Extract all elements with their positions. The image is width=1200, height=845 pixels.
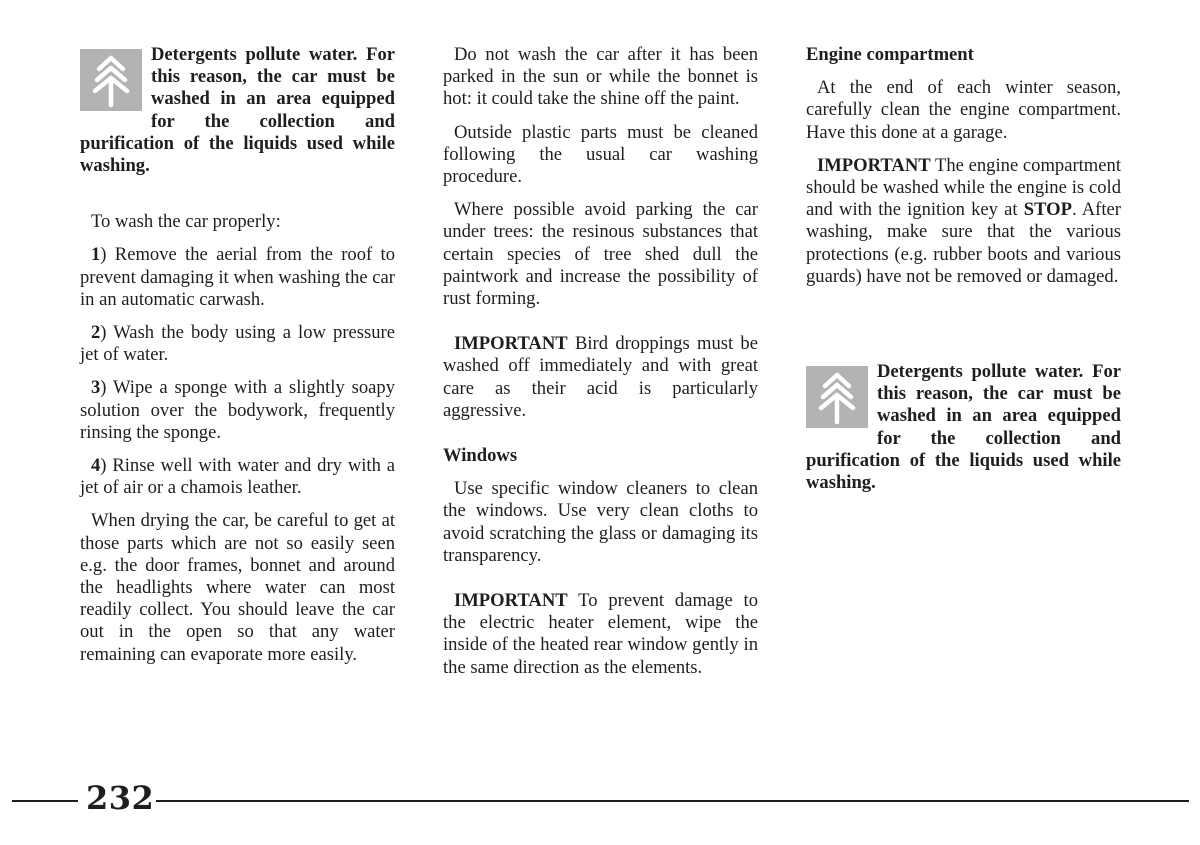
plastic-parts-paragraph: Outside plastic parts must be cleaned following the usual car washing procedure. xyxy=(443,121,758,188)
step-text: ) Rinse well with water and dry with a jet of air or a chamois leather. xyxy=(80,455,395,499)
footer-rule-right xyxy=(156,800,1189,802)
wash-intro: To wash the car properly: xyxy=(91,211,281,233)
drying-paragraph: When drying the car, be careful to get at those parts which are not so easily seen e.g. the door frames, bonnet and around the headlights where water can most readily collect. You should leave the car out in the open so that any water remaining can evaporate more easily. xyxy=(80,510,395,665)
important-heater-element xyxy=(443,590,758,679)
sun-paragraph: Do not wash the car after it has been parked in the sun or while the bonnet is hot: it could take the shine off the paint. xyxy=(443,44,758,110)
important-text-pre: The engine compartment should be washed while the engine is cold and with the ignition key at xyxy=(806,154,1121,221)
step-number: 4 xyxy=(91,455,101,477)
page-number: 232 xyxy=(86,779,155,817)
important-bird-droppings xyxy=(443,333,758,422)
environment-tree-icon xyxy=(806,366,868,428)
column-3 xyxy=(806,44,1121,494)
environment-note-text: Detergents pollute water. For this reason, the car must be washed in an area equipped for the collection and purification of the liquids used while washing. xyxy=(806,361,1121,494)
important-text: To prevent damage to the electric heater element, wipe the inside of the heated rear window gently in the same direction as the elements. xyxy=(443,590,758,678)
wash-step-1 xyxy=(80,244,395,311)
step-number: 1 xyxy=(91,244,101,266)
trees-paragraph: Where possible avoid parking the car under trees: the resinous substances that certain species of tree shed dull the paintwork and increase the possibility of rust forming. xyxy=(443,199,758,310)
step-number: 2 xyxy=(91,322,101,344)
windows-paragraph: Use specific window cleaners to clean the windows. Use very clean cloths to avoid scratching the glass or damaging its transparency. xyxy=(443,478,758,566)
important-label: IMPORTANT xyxy=(454,590,568,612)
engine-compartment-heading: Engine compartment xyxy=(806,44,974,65)
important-text: Bird droppings must be washed off immediately and with great care as their acid is particularly aggressive. xyxy=(443,333,758,421)
step-number: 3 xyxy=(91,377,101,399)
windows-heading: Windows xyxy=(443,445,518,467)
environment-note-text: Detergents pollute water. For this reason, the car must be washed in an area equipped for the collection and purification of the liquids used while washing. xyxy=(80,44,395,177)
stop-label: STOP xyxy=(1023,199,1072,221)
important-engine-wash xyxy=(806,155,1121,288)
environment-note-2 xyxy=(806,361,1121,494)
step-text: ) Wash the body using a low pressure jet of water. xyxy=(80,322,395,366)
important-text-post: . After washing, make sure that the various protections (e.g. rubber boots and various guards) have not be removed or damaged. xyxy=(806,199,1121,287)
engine-winter-paragraph: At the end of each winter season, carefully clean the engine compartment. Have this done at a garage. xyxy=(806,77,1121,143)
wash-step-3 xyxy=(80,377,395,444)
wash-step-2 xyxy=(80,322,395,366)
important-label: IMPORTANT xyxy=(454,333,568,355)
column-1 xyxy=(80,44,395,677)
step-text: ) Wipe a sponge with a slightly soapy solution over the bodywork, frequently rinsing the sponge. xyxy=(80,377,395,443)
step-text: ) Remove the aerial from the roof to prevent damaging it when washing the car in an automatic carwash. xyxy=(80,244,395,310)
column-2 xyxy=(443,44,758,690)
environment-note xyxy=(80,44,395,177)
environment-tree-icon xyxy=(80,49,142,111)
wash-step-4 xyxy=(80,455,395,499)
footer-rule-left xyxy=(12,800,78,802)
important-label: IMPORTANT xyxy=(817,154,931,176)
